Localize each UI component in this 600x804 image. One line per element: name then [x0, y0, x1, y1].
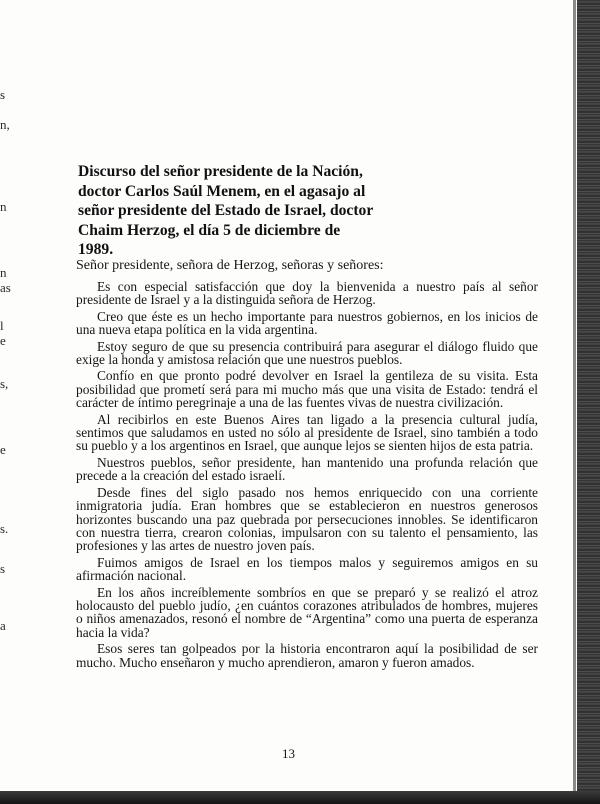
- bleed-fragment: s: [0, 87, 6, 102]
- bleed-fragment: s,: [0, 376, 9, 391]
- paragraph: Al recibirlos en este Buenos Aires tan ligado a la presencia cultural judía, sentimos que saludamos en usted no sólo al presidente de Israel, sino también a todo su pueblo y a los argentinos en Israel, que aunque lejos se sienten hijos de esta patria.: [76, 411, 538, 454]
- speech-greeting: Señor presidente, señora de Herzog, señoras y señores:: [76, 258, 384, 273]
- paragraph: Confío en que pronto podré devolver en Israel la gentileza de su visita. Esta posibilidad que prometí será para mi mucho más que una visita de Estado: tendrá el carácter de íntimo peregrinaje a una de las fuentes vivas de nuestra civilización.: [76, 368, 538, 411]
- paragraph: Nuestros pueblos, señor presidente, han mantenido una profunda relación que precede a la creación del estado israelí.: [76, 454, 538, 484]
- scan-edge-bottom: [0, 791, 600, 804]
- bleed-fragment: e: [0, 442, 6, 457]
- bleed-fragment: n,: [0, 117, 10, 132]
- paragraph: Desde fines del siglo pasado nos hemos enriquecido con una corriente inmigratoria judía. Eran hombres que se establecieron en nuestros generosos horizontes buscando una paz quebrada por persecuciones innobles. Se identificaron con nuestra tierra, crearon colonias, impulsaron con su talento el pensamiento, las profesiones y las artes de nuestro joven país.: [76, 484, 538, 554]
- speech-title: Discurso del señor presidente de la Nación, doctor Carlos Saúl Menem, en el agasajo al señor presidente del Estado de Israel, doctor Chaim Herzog, el día 5 de diciembre de 1989.: [78, 163, 373, 259]
- bleed-fragment: s: [0, 561, 6, 576]
- speech-body: [76, 280, 538, 672]
- bleed-fragment: n: [0, 265, 7, 280]
- bleed-fragment: n: [0, 199, 7, 214]
- scan-edge-line: [573, 0, 576, 804]
- bleed-fragment: as: [0, 280, 11, 295]
- bleed-fragment: s.: [0, 521, 9, 536]
- paragraph: Estoy seguro de que su presencia contribuirá para asegurar el diálogo fluido que exige la honda y amistosa relación que une nuestros pueblos.: [76, 338, 538, 368]
- page-number: 13: [282, 746, 295, 761]
- bleed-fragment: l: [0, 318, 4, 333]
- paragraph: Esos seres tan golpeados por la historia encontraron aquí la posibilidad de ser mucho. Mucho enseñaron y mucho aprendieron, amaron y fueron amados.: [76, 641, 538, 670]
- paragraph: Es con especial satisfacción que doy la bienvenida a nuestro país al señor presidente de Israel y a la distinguida señora de Herzog.: [76, 279, 538, 308]
- paragraph: En los años increíblemente sombríos en que se preparó y se realizó el atroz holocausto del pueblo judío, ¿en cuántos corazones atribulados de hombres, mujeres o niños amenazados, resonó el nombre de “Argentina” como una puerta de esperanza hacia la vida?: [76, 584, 538, 640]
- scan-edge-right: [577, 0, 600, 804]
- bleed-fragment: a: [0, 618, 6, 633]
- bleed-fragment: e: [0, 333, 6, 348]
- paragraph: Creo que éste es un hecho importante para nuestros gobiernos, en los inicios de una nueva etapa política en la vida argentina.: [76, 308, 538, 338]
- paragraph: Fuimos amigos de Israel en los tiempos malos y seguiremos amigos en su afirmación nacional.: [76, 554, 538, 584]
